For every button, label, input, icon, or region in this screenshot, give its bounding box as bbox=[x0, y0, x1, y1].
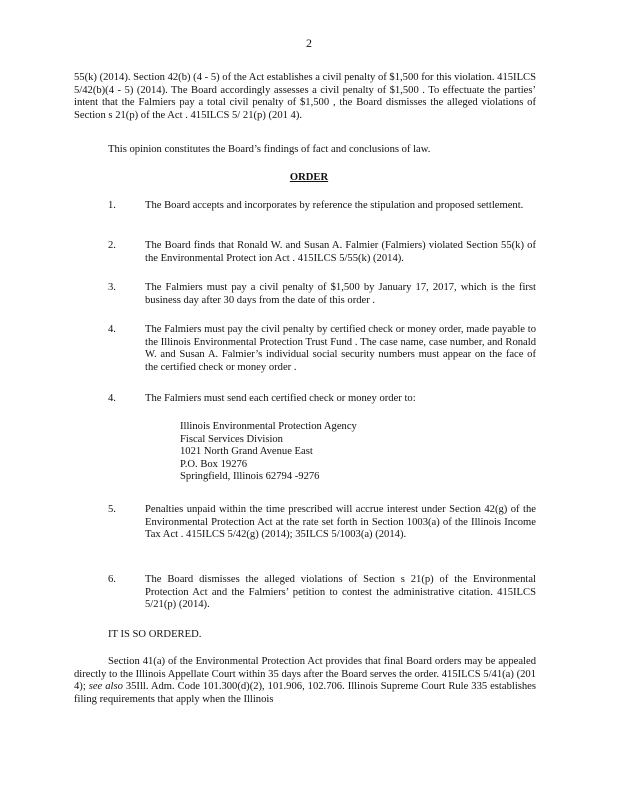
order-item-4 bbox=[108, 324, 536, 374]
appeal-see-also: see also bbox=[88, 681, 123, 693]
address-line: P.O. Box 19276 bbox=[180, 458, 248, 470]
order-item-5 bbox=[108, 504, 536, 542]
order-item-number: 2. bbox=[108, 240, 116, 251]
order-item-text: The Falmiers must pay the civil penalty by certified check or money order, made payable to the Illinois Environmental Protection Trust Fund . The case name, case number, and Ronald W. and Susan A. Falmier’s individual social security numbers must appear on the face of the certified check or money order . bbox=[145, 324, 536, 373]
address-line: 1021 North Grand Avenue East bbox=[180, 446, 313, 458]
mailing-address bbox=[180, 421, 357, 484]
order-item-number: 4. bbox=[108, 393, 116, 404]
address-line: Illinois Environmental Protection Agency bbox=[180, 421, 357, 432]
order-item-text: The Falmiers must send each certified check or money order to: bbox=[145, 393, 416, 404]
appeal-text-start: Section 41(a) of the Environmental Protection Act provides that final Board orders may be appealed directly to the Illinois Appellate Court within 35 days after the Board serves the order. 415ILCS 5/41(a) (201 4); bbox=[74, 656, 536, 693]
address-line: Fiscal Services Division bbox=[180, 433, 283, 445]
order-item-number: 4. bbox=[108, 324, 116, 335]
order-item-text: The Board finds that Ronald W. and Susan A. Falmier (Falmiers) violated Section 55(k) of the Environmental Protect ion Act . 415ILCS 5/55(k) (2014). bbox=[145, 240, 536, 264]
order-item-1 bbox=[108, 200, 536, 213]
paragraph-appeal bbox=[74, 656, 536, 706]
order-item-number: 6. bbox=[108, 574, 116, 585]
so-ordered: IT IS SO ORDERED. bbox=[108, 629, 202, 640]
order-item-text: The Board accepts and incorporates by reference the stipulation and proposed settlement. bbox=[145, 200, 524, 211]
order-item-number: 1. bbox=[108, 200, 116, 211]
paragraph-penalty: 55(k) (2014). Section 42(b) (4 - 5) of the Act establishes a civil penalty of $1,500 for this violation. 415ILCS 5/42(b)(4 - 5) (2014). The Board accordingly assesses a civil penalty of $1,500 . To effectuate the parties’ intent that the Falmiers pay a total civil penalty of $1,500 , the Board dismisses the alleged violations of Section s 21(p) of the Act . 415ILCS 5/ 21(p) (201 4). bbox=[74, 72, 536, 121]
order-item-number: 5. bbox=[108, 504, 116, 515]
order-item-3 bbox=[108, 282, 536, 307]
order-item-4b bbox=[108, 393, 536, 406]
order-item-6 bbox=[108, 574, 536, 612]
paragraph-findings: This opinion constitutes the Board’s findings of fact and conclusions of law. bbox=[108, 144, 431, 155]
address-line: Springfield, Illinois 62794 -9276 bbox=[180, 471, 320, 483]
order-item-text: The Falmiers must pay a civil penalty of $1,500 by January 17, 2017, which is the first business day after 30 days from the date of this order . bbox=[145, 282, 536, 306]
order-item-2 bbox=[108, 240, 536, 265]
order-item-text: The Board dismisses the alleged violations of Section s 21(p) of the Environmental Protection Act and the Falmiers’ petition to contest the administrative citation. 415ILCS 5/21(p) (2014). bbox=[145, 574, 536, 611]
appeal-text-end: 35Ill. Adm. Code 101.300(d)(2), 101.906, 102.706. Illinois Supreme Court Rule 335 establishes filing requirements that apply when the Illinois bbox=[74, 681, 537, 705]
page-number: 2 bbox=[306, 36, 312, 50]
order-item-number: 3. bbox=[108, 282, 116, 293]
order-heading: ORDER bbox=[289, 172, 329, 183]
order-item-text: Penalties unpaid within the time prescribed will accrue interest under Section 42(g) of the Environmental Protection Act at the rate set forth in Section 1003(a) of the Illinois Income Tax Act . 415ILCS 5/42(g) (2014); 35ILCS 5/1003(a) (2014). bbox=[145, 504, 536, 541]
